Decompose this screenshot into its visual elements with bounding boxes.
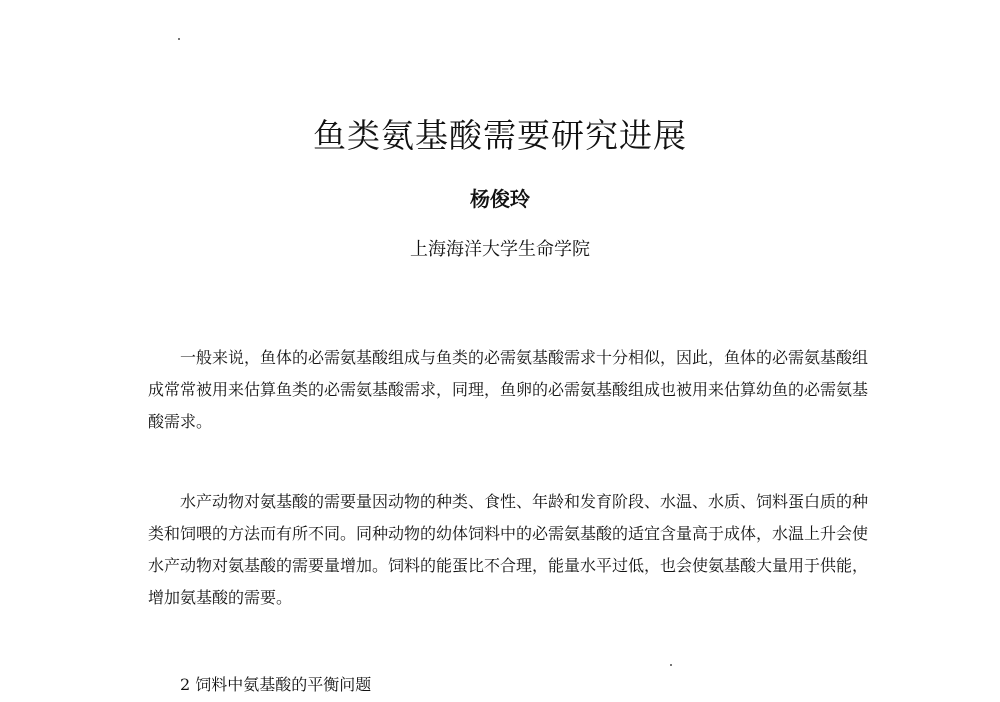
body-paragraph: 水产动物对氨基酸的需要量因动物的种类、食性、年龄和发育阶段、水温、水质、饲料蛋白质的种类和饲喂的方法而有所不同。同种动物的幼体饲料中的必需氨基酸的适宜含量高于成体，水温上升会使水产动物对氨基酸的需要量增加。饲料的能蛋比不合理，能量水平过低，也会使氨基酸大量用于供能，增加氨基酸的需要。 (148, 492, 869, 607)
document-title: 鱼类氨基酸需要研究进展 (313, 116, 687, 155)
body-paragraph: 一般来说，鱼体的必需氨基酸组成与鱼类的必需氨基酸需求十分相似，因此，鱼体的必需氨基酸组成常常被用来估算鱼类的必需氨基酸需求，同理，鱼卵的必需氨基酸组成也被用来估算幼鱼的必需氨基酸需求。 (148, 348, 869, 431)
author-name: 杨俊玲 (470, 187, 530, 211)
scan-speck (670, 664, 672, 666)
scan-speck (178, 38, 180, 40)
author-affiliation: 上海海洋大学生命学院 (410, 239, 590, 260)
section-heading: 2 饲料中氨基酸的平衡问题 (180, 675, 372, 694)
